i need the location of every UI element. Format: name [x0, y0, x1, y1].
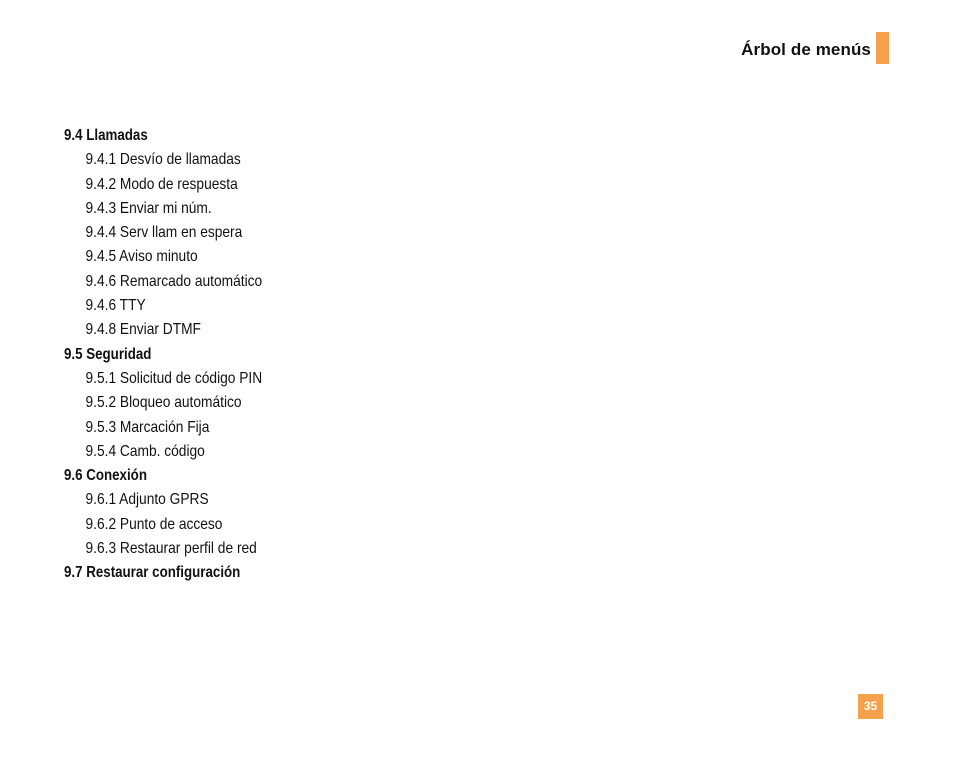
menu-item: 9.6.2 Punto de acceso	[85, 515, 223, 533]
menu-item: 9.5.1 Solicitud de código PIN	[85, 369, 263, 387]
menu-item: 9.5.4 Camb. código	[85, 442, 205, 460]
menu-item: 9.4.4 Serv llam en espera	[85, 224, 243, 242]
menu-item: 9.4.1 Desvío de llamadas	[85, 151, 241, 169]
section-title-seguridad: 9.5 Seguridad	[64, 345, 152, 363]
menu-item: 9.4.6 TTY	[85, 297, 146, 315]
page-header-title: Árbol de menús	[741, 40, 871, 59]
section-title-conexion: 9.6 Conexión	[64, 467, 147, 485]
menu-item: 9.4.8 Enviar DTMF	[85, 321, 201, 339]
header-accent-tab	[876, 32, 889, 64]
page-number-badge: 35	[858, 694, 883, 719]
menu-item: 9.4.3 Enviar mi núm.	[85, 199, 212, 217]
menu-item: 9.4.5 Aviso minuto	[85, 248, 198, 266]
menu-item: 9.5.3 Marcación Fija	[85, 418, 210, 436]
menu-item: 9.5.2 Bloqueo automático	[85, 394, 242, 412]
section-title-restaurar-configuracion: 9.7 Restaurar configuración	[64, 564, 241, 582]
menu-item: 9.6.3 Restaurar perfil de red	[85, 540, 257, 558]
section-title-llamadas: 9.4 Llamadas	[64, 127, 148, 144]
menu-item: 9.4.2 Modo de respuesta	[85, 175, 238, 193]
menu-tree	[64, 124, 464, 586]
menu-item: 9.6.1 Adjunto GPRS	[85, 491, 209, 509]
menu-item: 9.4.6 Remarcado automático	[85, 272, 263, 290]
